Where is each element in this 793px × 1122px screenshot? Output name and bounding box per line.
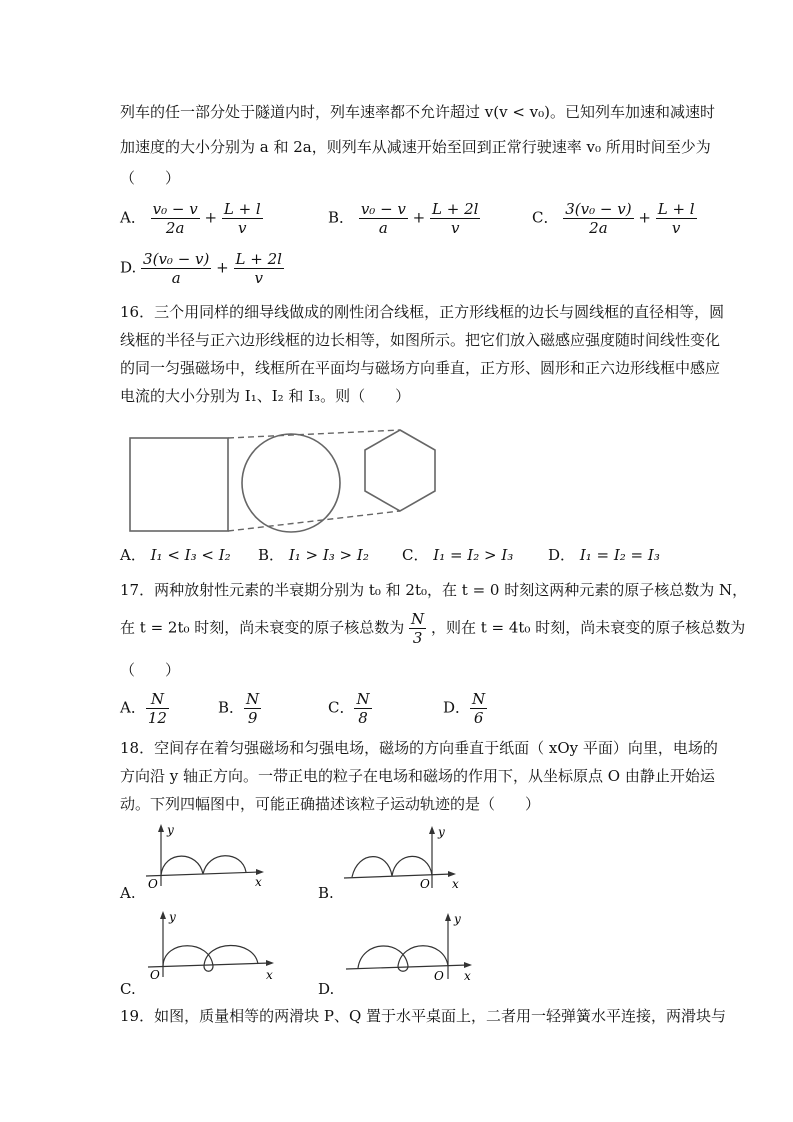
q16-line1: 16．三个用同样的细导线做成的刚性闭合线框，正方形线框的边长与圆线框的直径相等，圆 — [120, 303, 725, 321]
axis-x-label: x — [255, 875, 262, 889]
q17-option-c: C． $\frac{N}{8}$ — [328, 690, 370, 727]
q17-line1: 17．两种放射性元素的半衰期分别为 t₀ 和 2t₀，在 t = 0 时刻这两种元素的原子核总数为 N， — [120, 581, 748, 599]
option-label: B. — [318, 884, 334, 902]
trajectory-figure-d — [340, 905, 485, 980]
q15-option-d — [120, 250, 284, 287]
option-label: D. — [120, 258, 137, 277]
dashed-guide — [228, 430, 400, 438]
q16-line3: 的同一匀强磁场中，线框所在平面均与磁场方向垂直，正方形、圆形和正六边形线框中感应 — [120, 359, 721, 377]
fraction: $\frac{\text{v₀ − v}}{2a}$ — [152, 200, 198, 237]
q16-line2: 线框的半径与正六边形线框的边长相等，如图所示。把它们放入磁感应强度随时间线性变化 — [120, 331, 721, 349]
axis-x-label: x — [464, 969, 471, 980]
fraction: $\frac{L + l}{v}$ — [223, 200, 261, 237]
q16-option-d: D． I₁ = I₂ = I₃ — [548, 546, 660, 564]
q16-option-b: B． I₁ > I₃ > I₂ — [258, 546, 369, 564]
q15-line2: 加速度的大小分别为 a 和 2a，则列车从减速开始至回到正常行驶速率 v₀ 所用时间至少为 — [120, 138, 711, 156]
fraction: $\frac{\text{3(v₀ − v)}}{2a}$ — [565, 200, 632, 237]
fraction: $\frac{N}{6}$ — [472, 690, 486, 727]
option-label: D. — [318, 980, 335, 998]
fraction: $\frac{N}{12}$ — [147, 690, 167, 727]
axis-y-label: y — [169, 910, 176, 924]
q15-option-c — [532, 200, 697, 237]
circle-loop — [242, 434, 340, 532]
q19-line1: 19．如图，质量相等的两滑块 P、Q 置于水平桌面上，二者用一轻弹簧水平连接，两滑块与 — [120, 1007, 727, 1025]
origin-label: O — [420, 877, 430, 890]
q15-option-b — [328, 200, 480, 237]
axis-y-label: y — [454, 912, 461, 926]
q16-option-c: C． I₁ = I₂ > I₃ — [402, 546, 514, 564]
option-label: A． — [120, 208, 146, 227]
q16-option-a: A． I₁ < I₃ < I₂ — [120, 546, 231, 564]
q15-option-a — [120, 200, 263, 237]
q15-line1: 列车的任一部分处于隧道内时，列车速率都不允许超过 v(v < v₀)。已知列车加速和减速时 — [120, 103, 716, 121]
axis-x-label: x — [266, 968, 273, 980]
origin-label: O — [434, 969, 444, 980]
trajectory-figure-b — [340, 820, 470, 890]
axis-x-label: x — [452, 877, 459, 890]
fraction: $\frac{N}{3}$ — [411, 610, 425, 647]
q18-line2: 方向沿 y 轴正方向。一带正电的粒子在电场和磁场的作用下，从坐标原点 O 由静止开始运 — [120, 767, 715, 785]
fraction: $\frac{\text{v₀ − v}}{a}$ — [360, 200, 406, 237]
q18-line1: 18．空间存在着匀强磁场和匀强电场，磁场的方向垂直于纸面（ xOy 平面）向里，电场的 — [120, 739, 718, 757]
axis-y-label: y — [167, 823, 174, 837]
loops-figure — [120, 425, 450, 540]
q17-paren: （ ） — [120, 661, 181, 679]
plus-sign: + — [216, 258, 229, 277]
option-label: C． — [532, 208, 559, 227]
q17-option-b: B． $\frac{N}{9}$ — [218, 690, 260, 727]
origin-label: O — [148, 877, 158, 890]
fraction: $\frac{\text{3(v₀ − v)}}{a}$ — [143, 250, 210, 287]
fraction: $\frac{N}{8}$ — [356, 690, 370, 727]
fraction: $\frac{N}{9}$ — [246, 690, 260, 727]
q18-line3: 动。下列四幅图中，可能正确描述该粒子运动轨迹的是（ ） — [120, 795, 541, 813]
q16-line4: 电流的大小分别为 I₁、I₂ 和 I₃。则（ ） — [120, 387, 411, 405]
axis-y-label: y — [438, 825, 445, 839]
q17-option-d: D． $\frac{N}{6}$ — [443, 690, 486, 727]
plus-sign: + — [412, 208, 426, 227]
hexagon-loop — [365, 430, 435, 511]
q17-line2: 在 t = 2t₀ 时刻，尚未衰变的原子核总数为 $\frac{N}{3}$ ，则在 t = 4t₀ 时刻，尚未衰变的原子核总数为 — [120, 610, 746, 647]
option-label: B． — [328, 208, 355, 227]
trajectory-figure-a — [140, 820, 270, 890]
option-label: C. — [120, 980, 136, 998]
origin-label: O — [150, 968, 160, 980]
square-loop — [130, 438, 228, 531]
q17-option-a: A． $\frac{N}{12}$ — [120, 690, 167, 727]
q15-paren: （ ） — [120, 169, 181, 187]
fraction: $\frac{L + 2l}{v}$ — [235, 250, 282, 287]
plus-sign: + — [204, 208, 218, 227]
fraction: $\frac{L + l}{v}$ — [657, 200, 695, 237]
fraction: $\frac{L + 2l}{v}$ — [432, 200, 479, 237]
option-label: A. — [120, 884, 136, 902]
plus-sign: + — [638, 208, 651, 227]
trajectory-figure-c — [140, 905, 285, 980]
